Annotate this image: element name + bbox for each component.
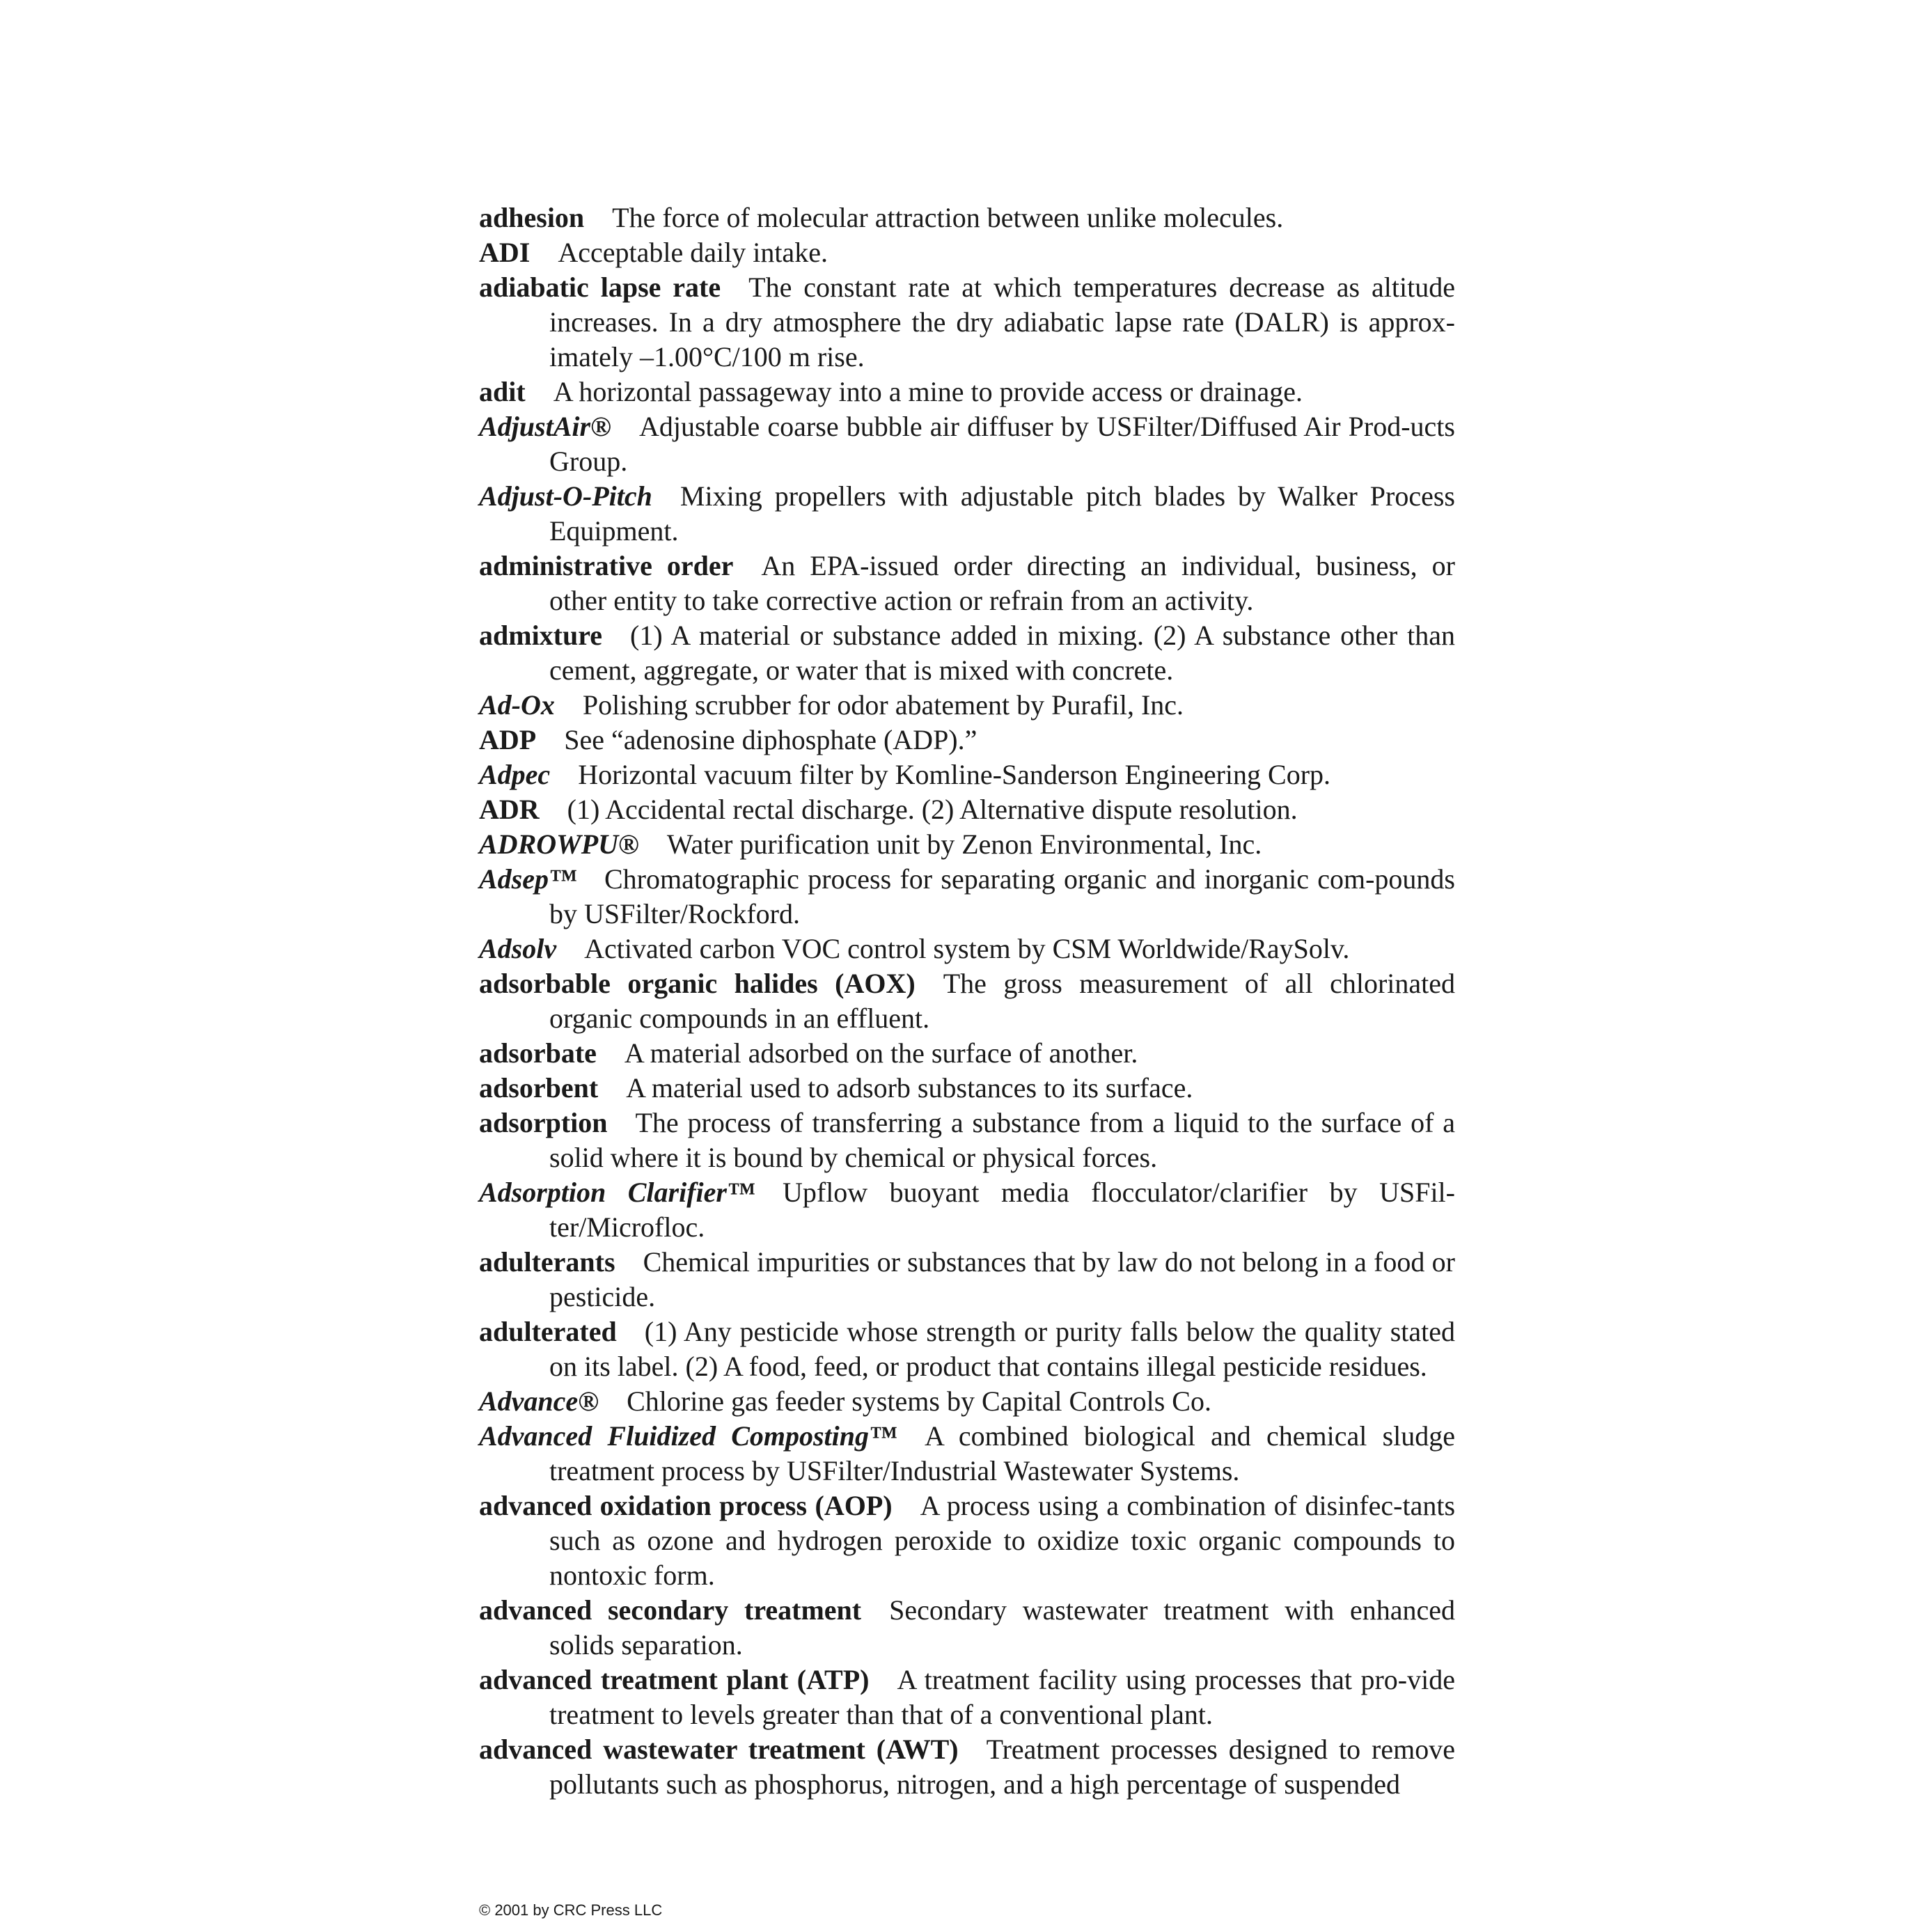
entry-definition: Water purification unit by Zenon Environmental, Inc. <box>666 828 1262 860</box>
entry-term: adsorbate <box>479 1037 597 1069</box>
entry-definition: Horizontal vacuum filter by Komline-Sanderson Engineering Corp. <box>578 759 1331 790</box>
entry-definition: Adjustable coarse bubble air diffuser by USFilter/Diffused Air Prod-ucts Group. <box>549 411 1455 477</box>
entry-term: advanced secondary treatment <box>479 1594 862 1626</box>
glossary-entry <box>479 549 1455 618</box>
glossary-entry <box>479 1245 1455 1314</box>
glossary-entry <box>479 1593 1455 1663</box>
entry-definition: A horizontal passageway into a mine to provide access or drainage. <box>553 376 1303 407</box>
entry-definition: A process using a combination of disinfec-tants such as ozone and hydrogen peroxide to oxidize toxic organic compounds to nontoxic form. <box>549 1490 1456 1591</box>
entry-definition: Chromatographic process for separating organic and inorganic com-pounds by USFilter/Rockford. <box>549 863 1455 929</box>
glossary-entry <box>479 966 1455 1036</box>
glossary-entry <box>479 757 1455 792</box>
glossary-entry <box>479 723 1455 757</box>
entry-term: adit <box>479 376 526 407</box>
entry-term: adsorbable organic halides (AOX) <box>479 968 916 999</box>
glossary-entry <box>479 201 1455 235</box>
entry-definition: (1) Accidental rectal discharge. (2) Alternative dispute resolution. <box>567 794 1298 825</box>
glossary-entry <box>479 1071 1455 1106</box>
entry-definition: Upflow buoyant media flocculator/clarifier by USFil-ter/Microfloc. <box>549 1177 1455 1243</box>
entry-term: Adsep™ <box>479 863 576 895</box>
entry-term: Adsorption Clarifier™ <box>479 1177 755 1208</box>
glossary-entry <box>479 1314 1455 1384</box>
entry-term: advanced treatment plant (ATP) <box>479 1664 870 1695</box>
entry-definition: Acceptable daily intake. <box>558 237 828 268</box>
entry-definition: Mixing propellers with adjustable pitch blades by Walker Process Equipment. <box>549 480 1455 547</box>
glossary-entry <box>479 409 1455 479</box>
entry-definition: The force of molecular attraction between unlike molecules. <box>612 202 1284 233</box>
glossary-entry <box>479 1489 1455 1593</box>
entry-definition: Chemical impurities or substances that by law do not belong in a food or pesticide. <box>549 1246 1455 1312</box>
entry-term: AdjustAir® <box>479 411 611 442</box>
entry-term: ADI <box>479 237 531 268</box>
entry-definition: (1) Any pesticide whose strength or purity falls below the quality stated on its label. (2) A food, feed, or product that contains illegal pesticide residues. <box>549 1316 1455 1382</box>
glossary-entry <box>479 1384 1455 1419</box>
glossary-entry <box>479 792 1455 827</box>
entry-definition: An EPA-issued order directing an individual, business, or other entity to take corrective action or refrain from an activity. <box>549 550 1455 616</box>
entry-term: Advanced Fluidized Composting™ <box>479 1420 897 1452</box>
glossary-entry <box>479 375 1455 409</box>
entry-term: Advance® <box>479 1385 599 1417</box>
glossary-entry <box>479 618 1455 688</box>
entry-term: admixture <box>479 620 603 651</box>
entry-definition: A treatment facility using processes that pro-vide treatment to levels greater than that of a conventional plant. <box>549 1664 1455 1730</box>
entry-term: adsorption <box>479 1107 608 1138</box>
entry-term: Ad-Ox <box>479 689 555 721</box>
entry-definition: Secondary wastewater treatment with enhanced solids separation. <box>549 1594 1455 1660</box>
entry-definition: Chlorine gas feeder systems by Capital Controls Co. <box>627 1385 1211 1417</box>
entry-definition: The gross measurement of all chlorinated organic compounds in an effluent. <box>549 968 1455 1034</box>
entry-term: ADP <box>479 724 537 755</box>
entry-term: advanced oxidation process (AOP) <box>479 1490 893 1521</box>
glossary-entry <box>479 688 1455 723</box>
entry-definition: The process of transferring a substance from a liquid to the surface of a solid where it is bound by chemical or physical forces. <box>549 1107 1455 1173</box>
entry-definition: A material used to adsorb substances to its surface. <box>626 1072 1193 1104</box>
entry-term: adulterated <box>479 1316 617 1347</box>
glossary-entry-list <box>479 201 1455 1802</box>
glossary-entry <box>479 862 1455 932</box>
glossary-entry <box>479 235 1455 270</box>
entry-term: adsorbent <box>479 1072 599 1104</box>
glossary-entry <box>479 479 1455 549</box>
glossary-entry <box>479 1732 1455 1802</box>
entry-definition: See “adenosine diphosphate (ADP).” <box>564 724 977 755</box>
entry-term: advanced wastewater treatment (AWT) <box>479 1734 959 1765</box>
entry-term: Adjust-O-Pitch <box>479 480 652 512</box>
entry-term: ADROWPU® <box>479 828 639 860</box>
entry-term: adhesion <box>479 202 585 233</box>
glossary-entry <box>479 1419 1455 1489</box>
glossary-entry <box>479 1106 1455 1175</box>
glossary-entry <box>479 827 1455 862</box>
entry-term: Adpec <box>479 759 551 790</box>
entry-term: adulterants <box>479 1246 615 1278</box>
glossary-entry <box>479 1175 1455 1245</box>
glossary-entry <box>479 1663 1455 1732</box>
entry-definition: (1) A material or substance added in mixing. (2) A substance other than cement, aggregate, or water that is mixed with concrete. <box>549 620 1455 686</box>
entry-term: adiabatic lapse rate <box>479 272 721 303</box>
entry-definition: The constant rate at which temperatures decrease as altitude increases. In a dry atmosphere the dry adiabatic lapse rate (DALR) is approx-imately –1.00°C/100 m rise. <box>549 272 1455 372</box>
glossary-entry <box>479 932 1455 966</box>
entry-definition: A combined biological and chemical sludge treatment process by USFilter/Industrial Wastewater Systems. <box>549 1420 1455 1486</box>
glossary-entry <box>479 270 1455 375</box>
entry-term: administrative order <box>479 550 734 581</box>
entry-term: ADR <box>479 794 540 825</box>
entry-definition: A material adsorbed on the surface of another. <box>624 1037 1138 1069</box>
entry-definition: Activated carbon VOC control system by CSM Worldwide/RaySolv. <box>584 933 1350 964</box>
glossary-entry <box>479 1036 1455 1071</box>
copyright-footer: © 2001 by CRC Press LLC <box>479 1901 663 1919</box>
entry-definition: Treatment processes designed to remove pollutants such as phosphorus, nitrogen, and a high percentage of suspended <box>549 1734 1455 1800</box>
entry-definition: Polishing scrubber for odor abatement by Purafil, Inc. <box>582 689 1184 721</box>
entry-term: Adsolv <box>479 933 557 964</box>
